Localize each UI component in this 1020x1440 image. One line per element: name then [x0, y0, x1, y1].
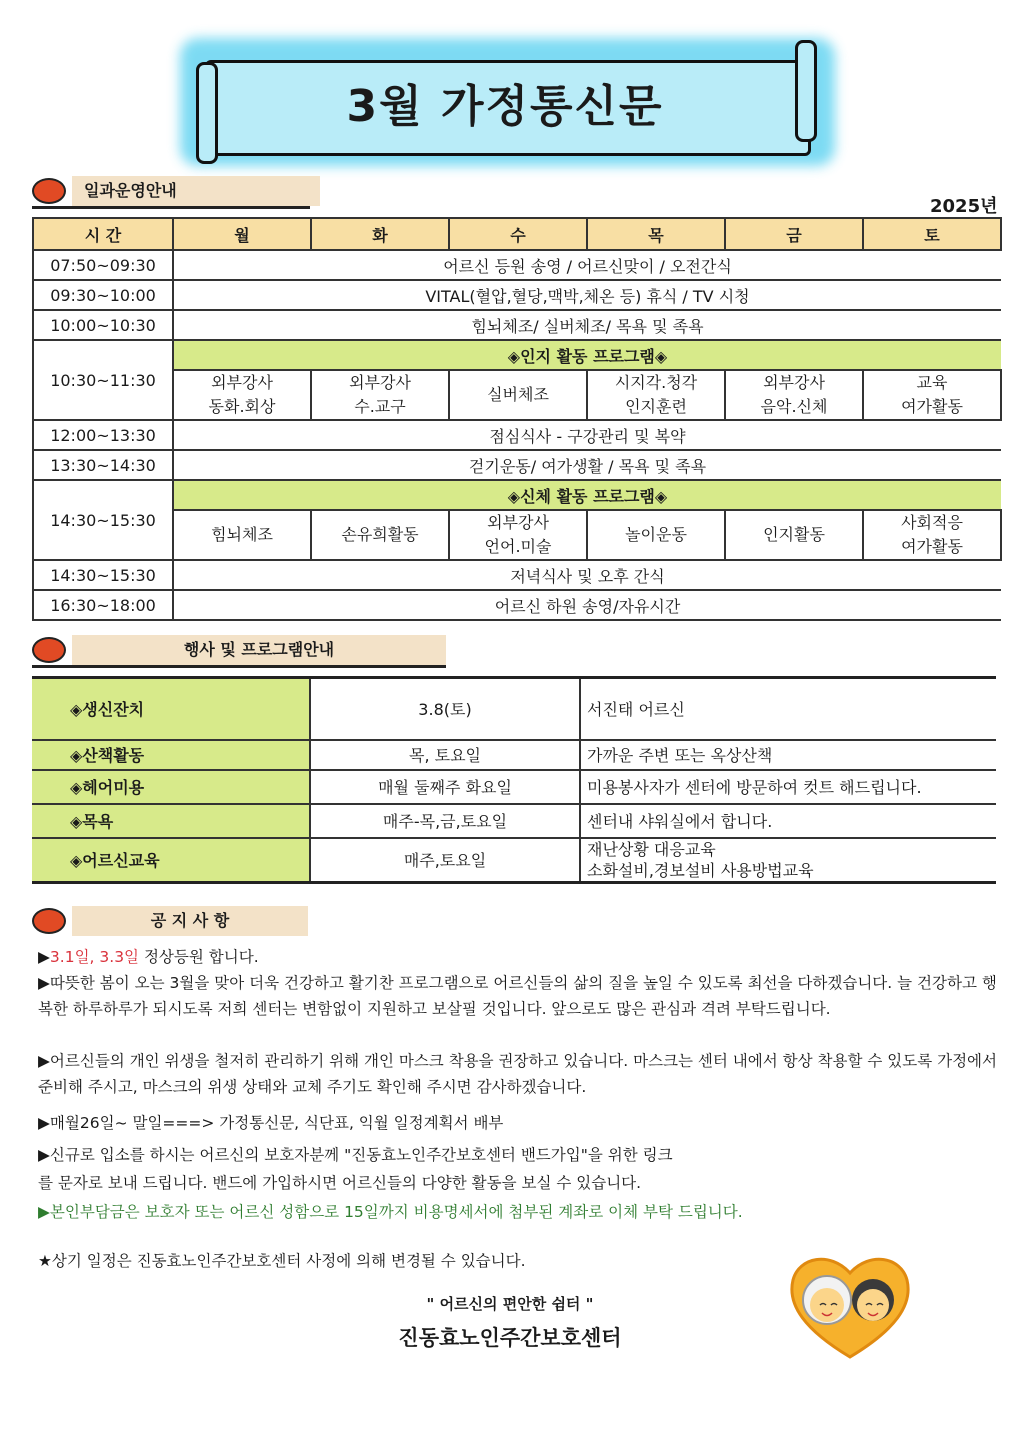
- cognitive-program-banner-row: [33, 340, 1001, 370]
- program-cell-sat: 사회적응 여가활동: [863, 510, 1001, 560]
- header-thu: 목: [587, 218, 725, 250]
- section-header-events: [32, 635, 448, 665]
- header-fri: 금: [725, 218, 863, 250]
- cognitive-program-banner: ◈인지 활동 프로그램◈: [173, 340, 1001, 370]
- activity-cell: 걷기운동/ 여가생활 / 목욕 및 족욕: [173, 450, 1001, 480]
- program-cell-sat: 교육 여가활동: [863, 370, 1001, 420]
- event-row: [32, 740, 996, 770]
- schedule-row: [33, 250, 1001, 280]
- section-title: 일과운영안내: [72, 176, 320, 206]
- section-header-notices: [32, 906, 312, 936]
- time-cell: 10:30~11:30: [33, 340, 173, 420]
- program-cell-fri: 외부강사 음악.신체: [725, 370, 863, 420]
- time-cell: 10:00~10:30: [33, 310, 173, 340]
- center-name: 진동효노인주간보호센터: [398, 1326, 622, 1350]
- program-cell-mon: 힘뇌체조: [173, 510, 311, 560]
- event-description: 미용봉사자가 센터에 방문하여 컷트 해드립니다.: [580, 770, 996, 804]
- schedule-row: [33, 420, 1001, 450]
- event-row: [32, 804, 996, 838]
- program-cell-tue: 외부강사 수.교구: [311, 370, 449, 420]
- notice-band-2: 를 문자로 보내 드립니다. 밴드에 가입하시면 어르신들의 다양한 활동을 보실 수 있습니다.: [38, 1174, 642, 1192]
- event-description: 재난상황 대응교육 소화설비,경보설비 사용방법교육: [580, 838, 996, 883]
- divider: [32, 665, 446, 668]
- program-cell-thu: 놀이운동: [587, 510, 725, 560]
- notice-holiday: ▶3.1일, 3.3일 정상등원 합니다.: [38, 948, 259, 966]
- motto: " 어르신의 편안한 쉼터 ": [426, 1295, 594, 1313]
- activity-cell: VITAL(혈압,혈당,맥박,체온 등) 휴식 / TV 시청: [173, 280, 1001, 310]
- event-row: [32, 678, 996, 740]
- activity-cell: 점심식사 - 구강관리 및 복약: [173, 420, 1001, 450]
- time-cell: 14:30~15:30: [33, 480, 173, 560]
- event-name: ◈산책활동: [32, 740, 310, 770]
- event-schedule: 매월 둘째주 화요일: [310, 770, 580, 804]
- header-tue: 화: [311, 218, 449, 250]
- time-cell: 14:30~15:30: [33, 560, 173, 590]
- time-cell: 07:50~09:30: [33, 250, 173, 280]
- program-cell-mon: 외부강사 동화.회상: [173, 370, 311, 420]
- section-header-schedule: [32, 176, 312, 206]
- notice-mask: ▶어르신들의 개인 위생을 철저히 관리하기 위해 개인 마스크 착용을 권장하고 있습니다. 마스크는 센터 내에서 항상 착용할 수 있도록 가정에서 준비해 주시고, 마스크의 위생 상태와 교체 주기도 확인해 주시면 감사하겠습니다.: [38, 1052, 997, 1096]
- notice-payment: ▶본인부담금은 보호자 또는 어르신 성함으로 15일까지 비용명세서에 첨부된 계좌로 이체 부탁 드립니다.: [38, 1203, 743, 1221]
- header-wed: 수: [449, 218, 587, 250]
- physical-program-row: [33, 510, 1001, 560]
- notice-change: ★상기 일정은 진동효노인주간보호센터 사정에 의해 변경될 수 있습니다.: [38, 1252, 526, 1270]
- schedule-row: [33, 590, 1001, 620]
- event-description: 센터내 샤워실에서 합니다.: [580, 804, 996, 838]
- event-name: ◈목욕: [32, 804, 310, 838]
- section-title: 공 지 사 항: [72, 906, 308, 936]
- time-cell: 16:30~18:00: [33, 590, 173, 620]
- event-schedule: 매주-목,금,토요일: [310, 804, 580, 838]
- program-cell-tue: 손유희활동: [311, 510, 449, 560]
- schedule-header-row: [33, 218, 1001, 250]
- notice-distribution: ▶매월26일~ 말일===> 가정통신문, 식단표, 익월 일정계획서 배부: [38, 1114, 504, 1132]
- header-sat: 토: [863, 218, 1001, 250]
- section-title: 행사 및 프로그램안내: [72, 635, 446, 665]
- schedule-row: [33, 560, 1001, 590]
- year-label: 2025년: [930, 196, 998, 217]
- schedule-table: [32, 217, 1002, 621]
- event-description: 가까운 주변 또는 옥상산책: [580, 740, 996, 770]
- header-mon: 월: [173, 218, 311, 250]
- program-cell-fri: 인지활동: [725, 510, 863, 560]
- event-row: [32, 838, 996, 883]
- event-description: 서진태 어르신: [580, 678, 996, 740]
- schedule-row: [33, 310, 1001, 340]
- notice-band-1: ▶신규로 입소를 하시는 어르신의 보호자분께 "진동효노인주간보호센터 밴드가입"을 위한 링크: [38, 1146, 673, 1164]
- time-cell: 13:30~14:30: [33, 450, 173, 480]
- schedule-row: [33, 280, 1001, 310]
- notice-spring: ▶따뜻한 봄이 오는 3월을 맞아 더욱 건강하고 활기찬 프로그램으로 어르신들의 삶의 질을 높일 수 있도록 최선을 다하겠습니다. 늘 건강하고 행복한 하루하루가 되시도록 저희 센터는 변함없이 지원하고 보살필 것입니다. 앞으로도 많은 관심과 격려 부탁드립니다.: [38, 974, 997, 1018]
- events-table: [32, 676, 996, 884]
- time-cell: 09:30~10:00: [33, 280, 173, 310]
- cognitive-program-row: [33, 370, 1001, 420]
- bullet-icon: [32, 178, 66, 204]
- event-schedule: 3.8(토): [310, 678, 580, 740]
- event-name: ◈헤어미용: [32, 770, 310, 804]
- schedule-row: [33, 450, 1001, 480]
- page-title: 3월 가정통신문: [346, 81, 664, 132]
- program-cell-wed: 외부강사 언어.미술: [449, 510, 587, 560]
- event-name: ◈생신잔치: [32, 678, 310, 740]
- activity-cell: 힘뇌체조/ 실버체조/ 목욕 및 족욕: [173, 310, 1001, 340]
- header-time: 시 간: [33, 218, 173, 250]
- program-cell-wed: 실버체조: [449, 370, 587, 420]
- activity-cell: 어르신 등원 송영 / 어르신맞이 / 오전간식: [173, 250, 1001, 280]
- event-row: [32, 770, 996, 804]
- bullet-icon: [32, 637, 66, 663]
- physical-program-banner: ◈신체 활동 프로그램◈: [173, 480, 1001, 510]
- event-name: ◈어르신교육: [32, 838, 310, 883]
- activity-cell: 저녁식사 및 오후 간식: [173, 560, 1001, 590]
- bullet-icon: [32, 908, 66, 934]
- time-cell: 12:00~13:30: [33, 420, 173, 450]
- event-schedule: 매주,토요일: [310, 838, 580, 883]
- program-cell-thu: 시지각.청각 인지훈련: [587, 370, 725, 420]
- physical-program-banner-row: [33, 480, 1001, 510]
- divider: [32, 206, 310, 209]
- event-schedule: 목, 토요일: [310, 740, 580, 770]
- activity-cell: 어르신 하원 송영/자유시간: [173, 590, 1001, 620]
- elderly-couple-heart-icon: [785, 1245, 915, 1365]
